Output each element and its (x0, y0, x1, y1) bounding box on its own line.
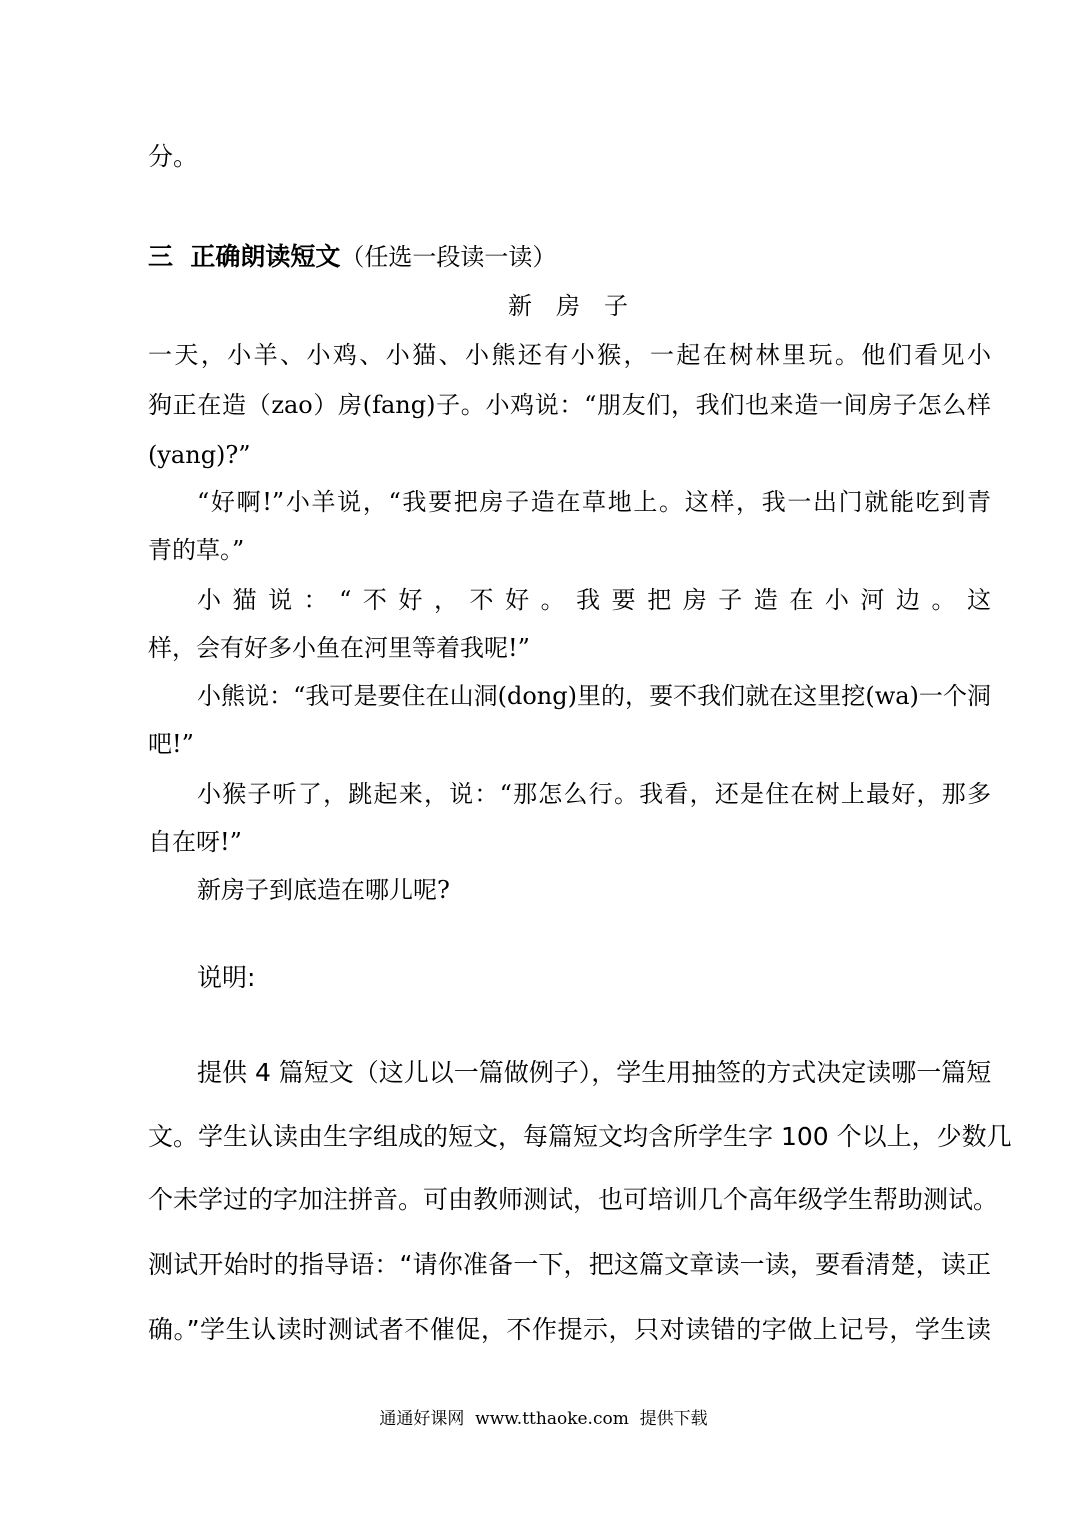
continued-fragment: 分。 (148, 142, 199, 171)
notes-line: 确。”学生认读时测试者不催促，不作提示，只对读错的字做上记号，学生读 (148, 1315, 991, 1344)
story-line: 样，会有好多小鱼在河里等着我呢!” (148, 634, 530, 662)
story-line: 小猫说：“不好，不好。我要把房子造在小河边。这 (197, 586, 991, 614)
story-line: 一天，小羊、小鸡、小猫、小熊还有小猴，一起在树林里玩。他们看见小 (148, 341, 991, 369)
notes-line: 个未学过的字加注拼音。可由教师测试，也可培训几个高年级学生帮助测试。 (148, 1185, 999, 1214)
story-line: 青的草。” (148, 536, 245, 564)
section-heading-note: （任选一段读一读） (340, 243, 557, 271)
page-footer: 通通好课网 www.tthaoke.com 提供下载 (379, 1409, 708, 1429)
section-heading (148, 244, 556, 269)
story-line: 小熊说：“我可是要住在山洞(dong)里的，要不我们就在这里挖(wa)一个洞 (197, 682, 991, 710)
story-title: 新房子 (508, 292, 652, 320)
notes-line: 测试开始时的指导语：“请你准备一下，把这篇文章读一读，要看清楚，读正 (148, 1250, 991, 1279)
notes-line: 文。学生认读由生字组成的短文，每篇短文均含所学生字 100 个以上，少数几 (148, 1122, 1012, 1151)
story-line: 新房子到底造在哪儿呢? (197, 876, 450, 904)
story-line: (yang)?” (148, 441, 251, 469)
notes-line: 提供 4 篇短文（这儿以一篇做例子），学生用抽签的方式决定读哪一篇短 (197, 1058, 992, 1087)
notes-heading: 说明: (197, 963, 256, 992)
story-line: “好啊!”小羊说，“我要把房子造在草地上。这样，我一出门就能吃到青 (197, 488, 991, 516)
story-line: 吧!” (148, 730, 194, 758)
story-line: 小猴子听了，跳起来，说：“那怎么行。我看，还是住在树上最好，那多 (197, 780, 991, 808)
section-heading-title: 三 正确朗读短文 (148, 242, 341, 271)
story-line: 自在呀!” (148, 828, 242, 856)
story-line: 狗正在造（zao）房(fang)子。小鸡说：“朋友们，我们也来造一间房子怎么样 (148, 391, 991, 419)
